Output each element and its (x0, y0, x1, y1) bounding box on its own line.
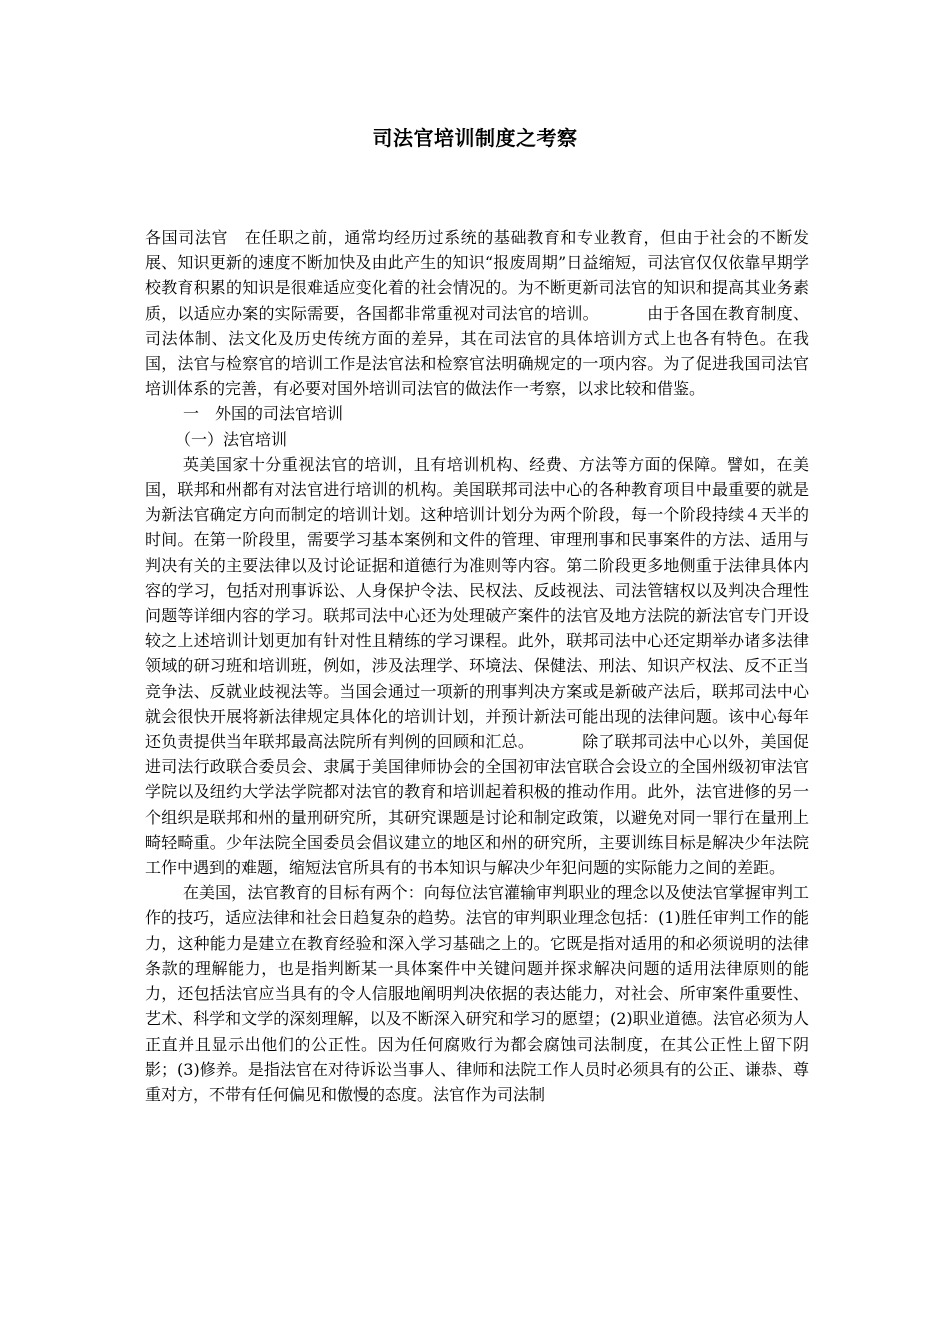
paragraph-us-training-part2: 除了联邦司法中心以外，美国促进司法行政联合委员会、隶属于美国律师协会的全国初审法官联合会设立的全国州级初审法官学院以及纽约大学法学院都对法官的教育和培训起着积极的推动作用。此外，法官进修的另一个组织是联邦和州的量刑研究所，其研究课题是讨论和制定政策，以避免对同一罪行在量刑上畸轻畸重。少年法院全国委员会倡议建立的地区和州的研究所，主要训练目标是解决少年法院工作中遇到的难题，缩短法官所具有的书本知识与解决少年犯问题的实际能力之间的差距。 (145, 732, 809, 878)
paragraph-intro-lead: 各国司法官 (145, 228, 229, 247)
section-heading-1-text: 外国的司法官培训 (215, 404, 344, 424)
section-heading-1-number: 一 (183, 404, 200, 424)
document-body (145, 225, 809, 1107)
paragraph-education-goals: 在美国，法官教育的目标有两个：向每位法官灌输审判职业的理念以及使法官掌握审判工作的技巧，适应法律和社会日趋复杂的趋势。法官的审判职业理念包括：(1)胜任审判工作的能力，这种能力是建立在教育经验和深入学习基础之上的。它既是指对适用的和必须说明的法律条款的理解能力，也是指判断某一具体案件中关键问题并探求解决问题的适用法律原则的能力，还包括法官应当具有的令人信服地阐明判决依据的表达能力，对社会、所审案件重要性、艺术、科学和文学的深刻理解，以及不断深入研究和学习的愿望；(2)职业道德。法官必须为人正直并且显示出他们的公正性。因为任何腐败行为都会腐蚀司法制度，在其公正性上留下阴影；(3)修养。是指法官在对待诉讼当事人、律师和法院工作人员时必须具有的公正、谦恭、尊重对方，不带有任何偏见和傲慢的态度。法官作为司法制 (145, 883, 809, 1104)
paragraph-intro (145, 225, 809, 401)
section-heading-1 (145, 401, 809, 426)
section-heading-2: （一）法官培训 (175, 429, 288, 449)
paragraph-us-training (145, 452, 809, 880)
paragraph-intro-part2: 由于各国在教育制度、司法体制、法文化及历史传统方面的差异，其在司法官的具体培训方式上也各有特色。在我国，法官与检察官的培训工作是法官法和检察官法明确规定的一项内容。为了促进我国司法官培训体系的完善，有必要对国外培训司法官的做法作一考察，以求比较和借鉴。 (145, 303, 809, 399)
paragraph-us-training-part1: 英美国家十分重视法官的培训，且有培训机构、经费、方法等方面的保障。譬如，在美国，联邦和州都有对法官进行培训的机构。美国联邦司法中心的各种教育项目中最重要的就是为新法官确定方向而制定的培训计划。这种培训计划分为两个阶段，每一个阶段持续４天半的时间。在第一阶段里，需要学习基本案例和文件的管理、审理刑事和民事案件的方法、适用与判决有关的主要法律以及讨论证据和道德行为准则等内容。第二阶段更多地侧重于法律具体内容的学习，包括对刑事诉讼、人身保护令法、民权法、反歧视法、司法管辖权以及判决合理性问题等详细内容的学习。联邦司法中心还为处理破产案件的法官及地方法院的新法官专门开设较之上述培训计划更加有针对性且精练的学习课程。此外，联邦司法中心还定期举办诸多法律领域的研习班和培训班，例如，涉及法理学、环境法、保健法、刑法、知识产权法、反不正当竞争法、反就业歧视法等。当国会通过一项新的刑事判决方案或是新破产法后，联邦司法中心就会很快开展将新法律规定具体化的培训计划，并预计新法可能出现的法律问题。该中心每年还负责提供当年联邦最高法院所有判例的回顾和汇总。 (145, 454, 809, 752)
paragraph-intro-part1: 在任职之前，通常均经历过系统的基础教育和专业教育，但由于社会的不断发展、知识更新的速度不断加快及由此产生的知识“报废周期”日益缩短，司法官仅仅依靠早期学校教育积累的知识是很难适应变化着的社会情况的。为不断更新司法官的知识和提高其业务素质，以适应办案的实际需要，各国都非常重视对司法官的培训。 (145, 228, 809, 323)
document-title: 司法官培训制度之考察 (372, 126, 578, 150)
